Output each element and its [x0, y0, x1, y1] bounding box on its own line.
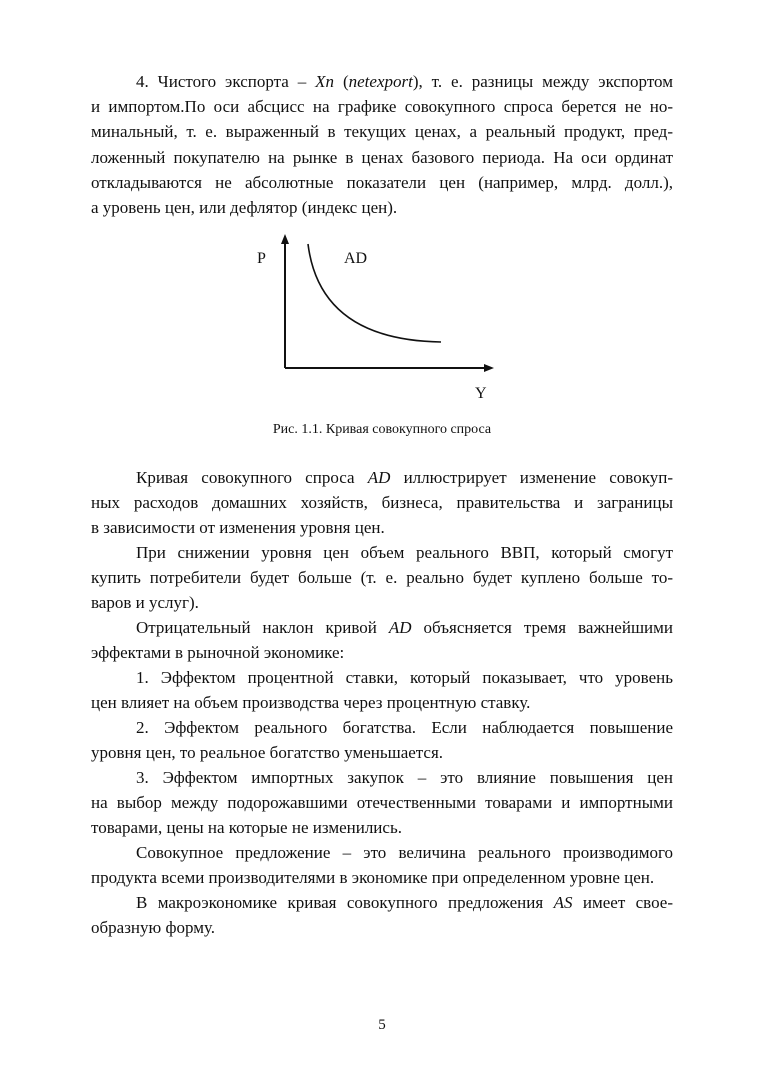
p2-line-2: купить потребители будет больше (т. е. реально будет куплено больше то- [91, 568, 673, 587]
item2-line-1: 2. Эффектом реального богатства. Если наблюдается повышение [136, 718, 673, 737]
figure-caption: Рис. 1.1. Кривая совокупного спроса [272, 422, 492, 437]
ad-curve-diagram [250, 228, 510, 413]
page-number: 5 [378, 1017, 386, 1033]
item3-line-1: 3. Эффектом импортных закупок – это влияние повышения цен [136, 768, 673, 787]
ad-curve-figure [250, 228, 510, 413]
p1-line-1: Кривая совокупного спроса AD иллюстрирует изменение совокуп- [136, 468, 673, 487]
p5-line-2: образную форму. [91, 918, 216, 937]
p3-line-1: Отрицательный наклон кривой AD объясняется тремя важнейшими [136, 618, 673, 637]
p1-line-3: в зависимости от изменения уровня цен. [91, 518, 385, 537]
p3-line-2: эффектами в рыночной экономике: [91, 643, 345, 662]
p4-line-1: Совокупное предложение – это величина реального производимого [136, 843, 673, 862]
p4-line-2: продукта всеми производителями в экономике при определенном уровне цен. [91, 868, 655, 887]
p2-line-1: При снижении уровня цен объем реального ВВП, который смогут [136, 543, 673, 562]
intro-line-3: минальный, т. е. выраженный в текущих ценах, а реальный продукт, пред- [91, 122, 673, 141]
y-axis-arrow [281, 234, 289, 244]
intro-line-1: 4. Чистого экспорта – Xn (netexport), т. е. разницы между экспортом [136, 72, 673, 91]
p2-line-3: варов и услуг). [91, 593, 199, 612]
x-axis-label: Y [475, 385, 487, 402]
item2-line-2: уровня цен, то реальное богатство уменьшается. [91, 743, 444, 762]
ad-curve-label: AD [344, 250, 368, 267]
x-axis-arrow [484, 364, 494, 372]
ad-curve [308, 244, 441, 342]
intro-line-2: и импортом.По оси абсцисс на графике совокупного спроса берется не но- [91, 97, 673, 116]
item1-line-1: 1. Эффектом процентной ставки, который показывает, что уровень [136, 668, 673, 687]
p1-line-2: ных расходов домашних хозяйств, бизнеса, правительства и заграницы [91, 493, 673, 512]
intro-line-5: откладываются не абсолютные показатели цен (например, млрд. долл.), [91, 173, 673, 192]
item1-line-2: цен влияет на объем производства через процентную ставку. [91, 693, 531, 712]
intro-line-6: а уровень цен, или дефлятор (индекс цен). [91, 198, 398, 217]
item3-line-3: товарами, цены на которые не изменились. [91, 818, 402, 837]
item3-line-2: на выбор между подорожавшими отечественными товарами и импортными [91, 793, 673, 812]
y-axis-label: P [257, 250, 266, 267]
p5-line-1: В макроэкономике кривая совокупного предложения AS имеет свое- [136, 893, 674, 912]
intro-line-4: ложенный покупателю на рынке в ценах базового периода. На оси ординат [91, 148, 673, 167]
